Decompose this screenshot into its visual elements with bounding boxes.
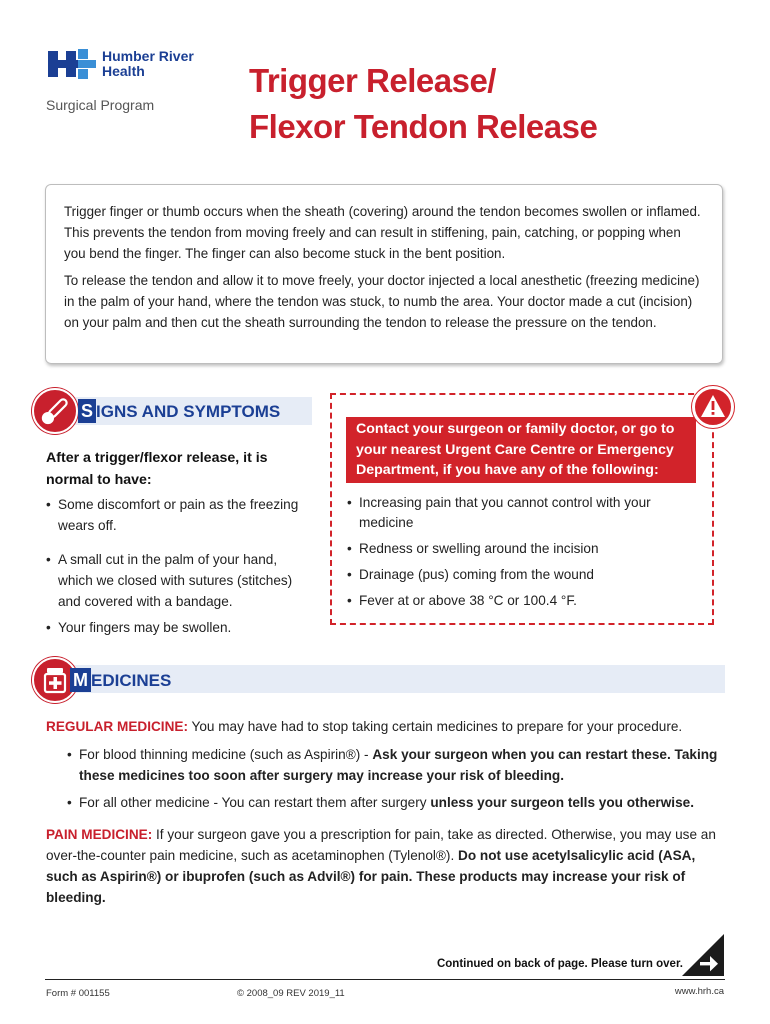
pain-medicine-paragraph [46, 824, 724, 908]
regular-medicine-list [67, 744, 727, 821]
regular-medicine-label: REGULAR MEDICINE: [46, 719, 188, 734]
pain-medicine-label: PAIN MEDICINE: [46, 827, 153, 842]
logo-line-2: Health [102, 63, 145, 79]
medicines-title-cap: M [70, 668, 91, 692]
signs-list [46, 494, 308, 646]
intro-box [45, 184, 723, 364]
warning-icon [695, 389, 731, 425]
warning-icon-badge [692, 386, 734, 428]
list-item: • Drainage (pus) coming from the wound [347, 564, 702, 585]
list-item: • Some discomfort or pain as the freezing wears off. [46, 494, 308, 536]
warning-heading: Contact your surgeon or family doctor, or go to your nearest Urgent Care Centre or Emergency Department, if you have any of the following: [346, 417, 696, 483]
signs-title-cap: S [78, 399, 96, 423]
signs-title-rest: IGNS AND SYMPTOMS [96, 402, 281, 421]
program-name: Surgical Program [46, 97, 155, 113]
signs-section-title [78, 401, 280, 422]
copyright: © 2008_09 REV 2019_11 [237, 988, 345, 999]
list-item: • Your fingers may be swollen. [46, 617, 308, 638]
list-item [67, 744, 727, 786]
blood-thinner-text: For blood thinning medicine (such as Aspirin®) - [79, 747, 373, 762]
intro-paragraph-1: Trigger finger or thumb occurs when the sheath (covering) around the tendon becomes swollen or inflamed. This prevents the tendon from moving freely and can result in stiffening, pain, catching, or popping when you bend the finger. The finger can also become stuck in the bent position. [64, 204, 701, 261]
regular-medicine-paragraph [46, 716, 736, 737]
list-item: • Fever at or above 38 °C or 100.4 °F. [347, 590, 702, 611]
pain-medicine-warning: Do not use acetylsalicylic acid (ASA, such as Aspirin®) or ibuprofen (such as Advil®) for pain. These products may increase your risk of bleeding. [46, 848, 696, 905]
list-item: • Increasing pain that you cannot control with your medicine [347, 493, 702, 533]
logo-mark-icon [48, 47, 98, 81]
website-link[interactable]: www.hrh.ca [674, 986, 724, 997]
form-number: Form # 001155 [46, 988, 110, 999]
blood-thinner-warning: Ask your surgeon when you can restart these. Taking these medicines too soon after surgery may increase your risk of bleeding. [79, 747, 718, 783]
logo-line-1: Humber River [102, 48, 194, 64]
continued-note: Continued on back of page. Please turn over. [436, 958, 683, 970]
intro-paragraph-2: To release the tendon and allow it to move freely, your doctor injected a local anesthetic (freezing medicine) in the palm of your hand, where the tendon was stuck, to numb the area. Your doctor made a cut (incision) on your palm and then cut the sheath surrounding the tendon to release the pressure on the tendon. [64, 273, 700, 330]
warning-list [347, 493, 702, 619]
logo-wordmark [102, 49, 194, 79]
signs-subheading: After a trigger/flexor release, it is normal to have: [46, 450, 268, 488]
thermometer-icon [34, 390, 76, 432]
medicines-section-title [70, 670, 171, 691]
list-item [67, 792, 727, 813]
footer-rule [45, 979, 725, 980]
list-item: • A small cut in the palm of your hand, which we closed with sutures (stitches) and covered with a bandage. [46, 549, 308, 612]
title-line-1: Trigger Release/ [249, 62, 496, 99]
title-line-2: Flexor Tendon Release [249, 108, 598, 145]
medicines-title-rest: EDICINES [91, 671, 172, 690]
pain-medicine-text: If your surgeon gave you a prescription for pain, take as directed. Otherwise, you may use an over-the-counter pain medicine, such as acetaminophen (Tylenol®). [46, 827, 716, 863]
other-medicine-warning: unless your surgeon tells you otherwise. [430, 795, 694, 810]
signs-icon-badge [32, 388, 78, 434]
other-medicine-text: For all other medicine - You can restart them after surgery [79, 795, 431, 810]
regular-medicine-text: You may have had to stop taking certain medicines to prepare for your procedure. [187, 719, 683, 734]
list-item: • Redness or swelling around the incision [347, 538, 702, 559]
page-title [249, 58, 597, 150]
arrow-right-icon [682, 934, 724, 976]
